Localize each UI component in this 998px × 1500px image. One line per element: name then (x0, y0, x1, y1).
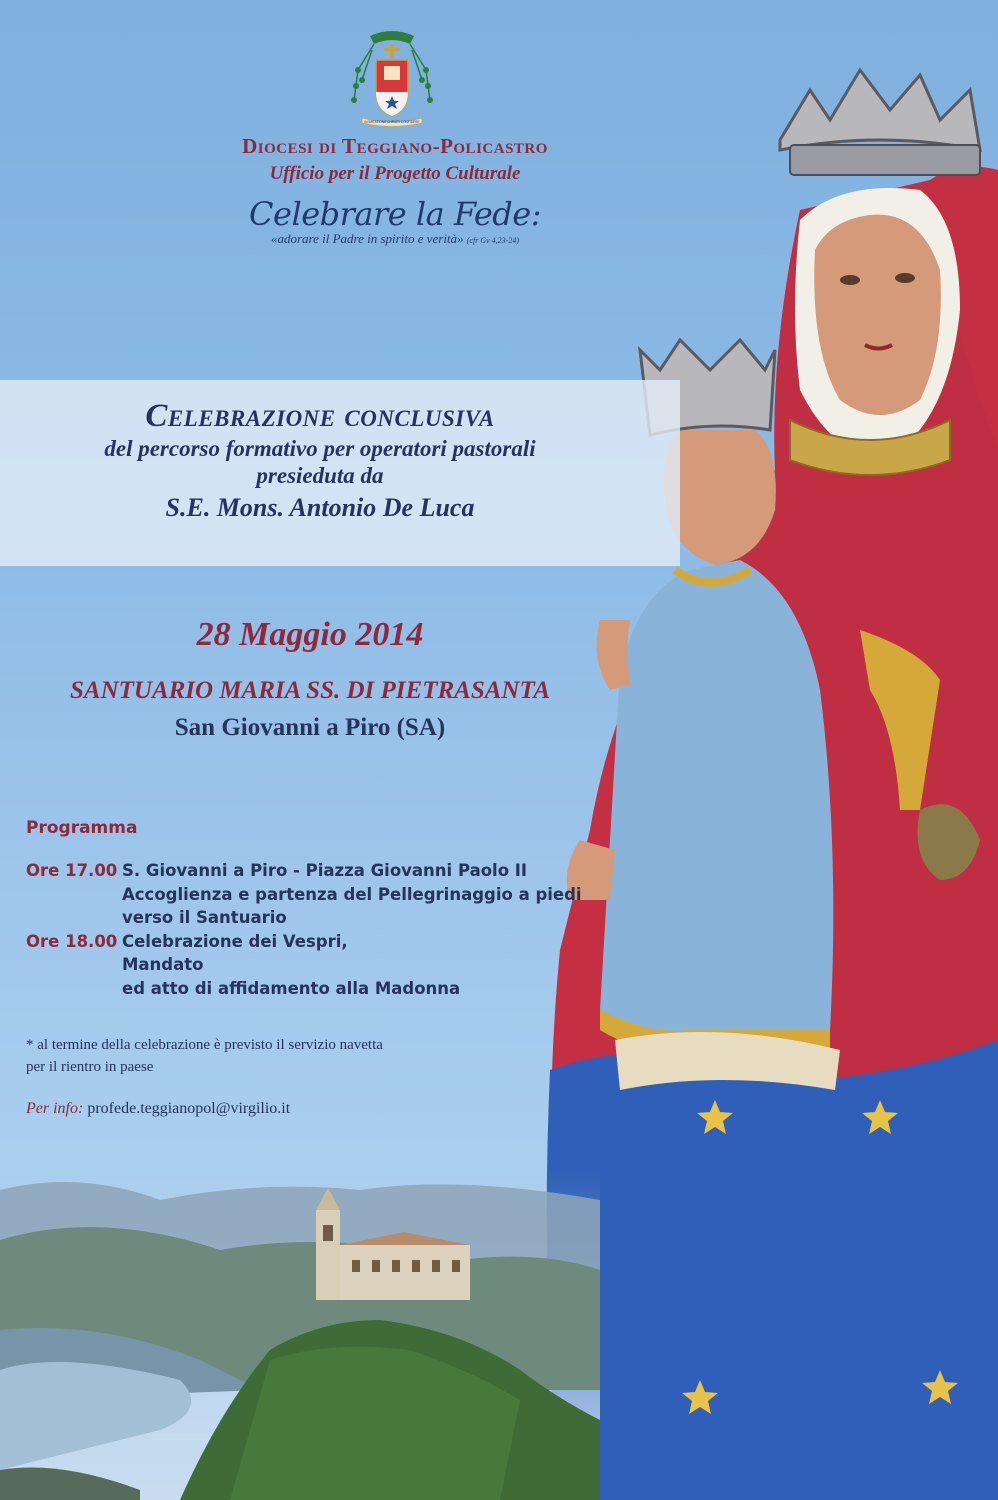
schedule-description (122, 859, 606, 930)
schedule-time: Ore 17.00 (26, 861, 118, 880)
contact-info (26, 1100, 290, 1118)
office-name: Ufficio per il Progetto Culturale (269, 163, 521, 184)
schedule-description (122, 930, 606, 1001)
coat-motto-ribbon: IN IMITATIONE CHRISTI CONFIDERE (364, 120, 420, 124)
shuttle-note (26, 1034, 546, 1078)
motto-title: Celebrare la Fede: (249, 195, 541, 233)
schedule-line: verso il Santuario (122, 908, 287, 927)
bishop-name: S.E. Mons. Antonio De Luca (165, 493, 475, 522)
event-subtitle-line2: presieduta da (256, 463, 384, 488)
schedule-line: Celebrazione dei Vespri, (122, 931, 348, 951)
sanctuary-name: SANTUARIO MARIA SS. DI PIETRASANTA (69, 677, 551, 704)
schedule-item (26, 859, 606, 930)
motto-reference: (cfr Gv 4,23-24) (466, 236, 520, 245)
schedule-line: S. Giovanni a Piro - Piazza Giovanni Paolo II (122, 861, 528, 880)
motto-quote: «adorare il Padre in spirito e verità» (270, 231, 464, 246)
schedule-line: Mandato (122, 955, 204, 974)
schedule-line: Accoglienza e partenza del Pellegrinaggio a piedi (122, 884, 582, 904)
schedule-item (26, 930, 606, 1001)
program-schedule (26, 859, 606, 1000)
event-date: 28 Maggio 2014 (196, 616, 424, 653)
coat-of-arms-icon (348, 30, 436, 130)
town-name: San Giovanni a Piro (SA) (174, 714, 446, 741)
event-title: Celebrazione conclusiva (145, 398, 495, 434)
program-section (26, 818, 606, 1000)
schedule-time: Ore 18.00 (26, 931, 118, 951)
program-title: Programma (26, 818, 138, 838)
event-subtitle-line1: del percorso formativo per operatori pastorali (104, 436, 536, 461)
diocese-name: Diocesi di Teggiano-Policastro (242, 134, 548, 158)
note-line: per il rientro in paese (26, 1059, 154, 1075)
note-line: * al termine della celebrazione è previsto il servizio navetta (26, 1037, 383, 1053)
madonna-statue-image (540, 50, 998, 1500)
info-email-link[interactable]: profede.teggianopol@virgilio.it (87, 1100, 291, 1117)
schedule-line: ed atto di affidamento alla Madonna (122, 978, 461, 998)
title-band-text (20, 398, 620, 523)
sanctuary-landscape-image (0, 1170, 600, 1500)
info-label: Per info: (26, 1100, 84, 1117)
